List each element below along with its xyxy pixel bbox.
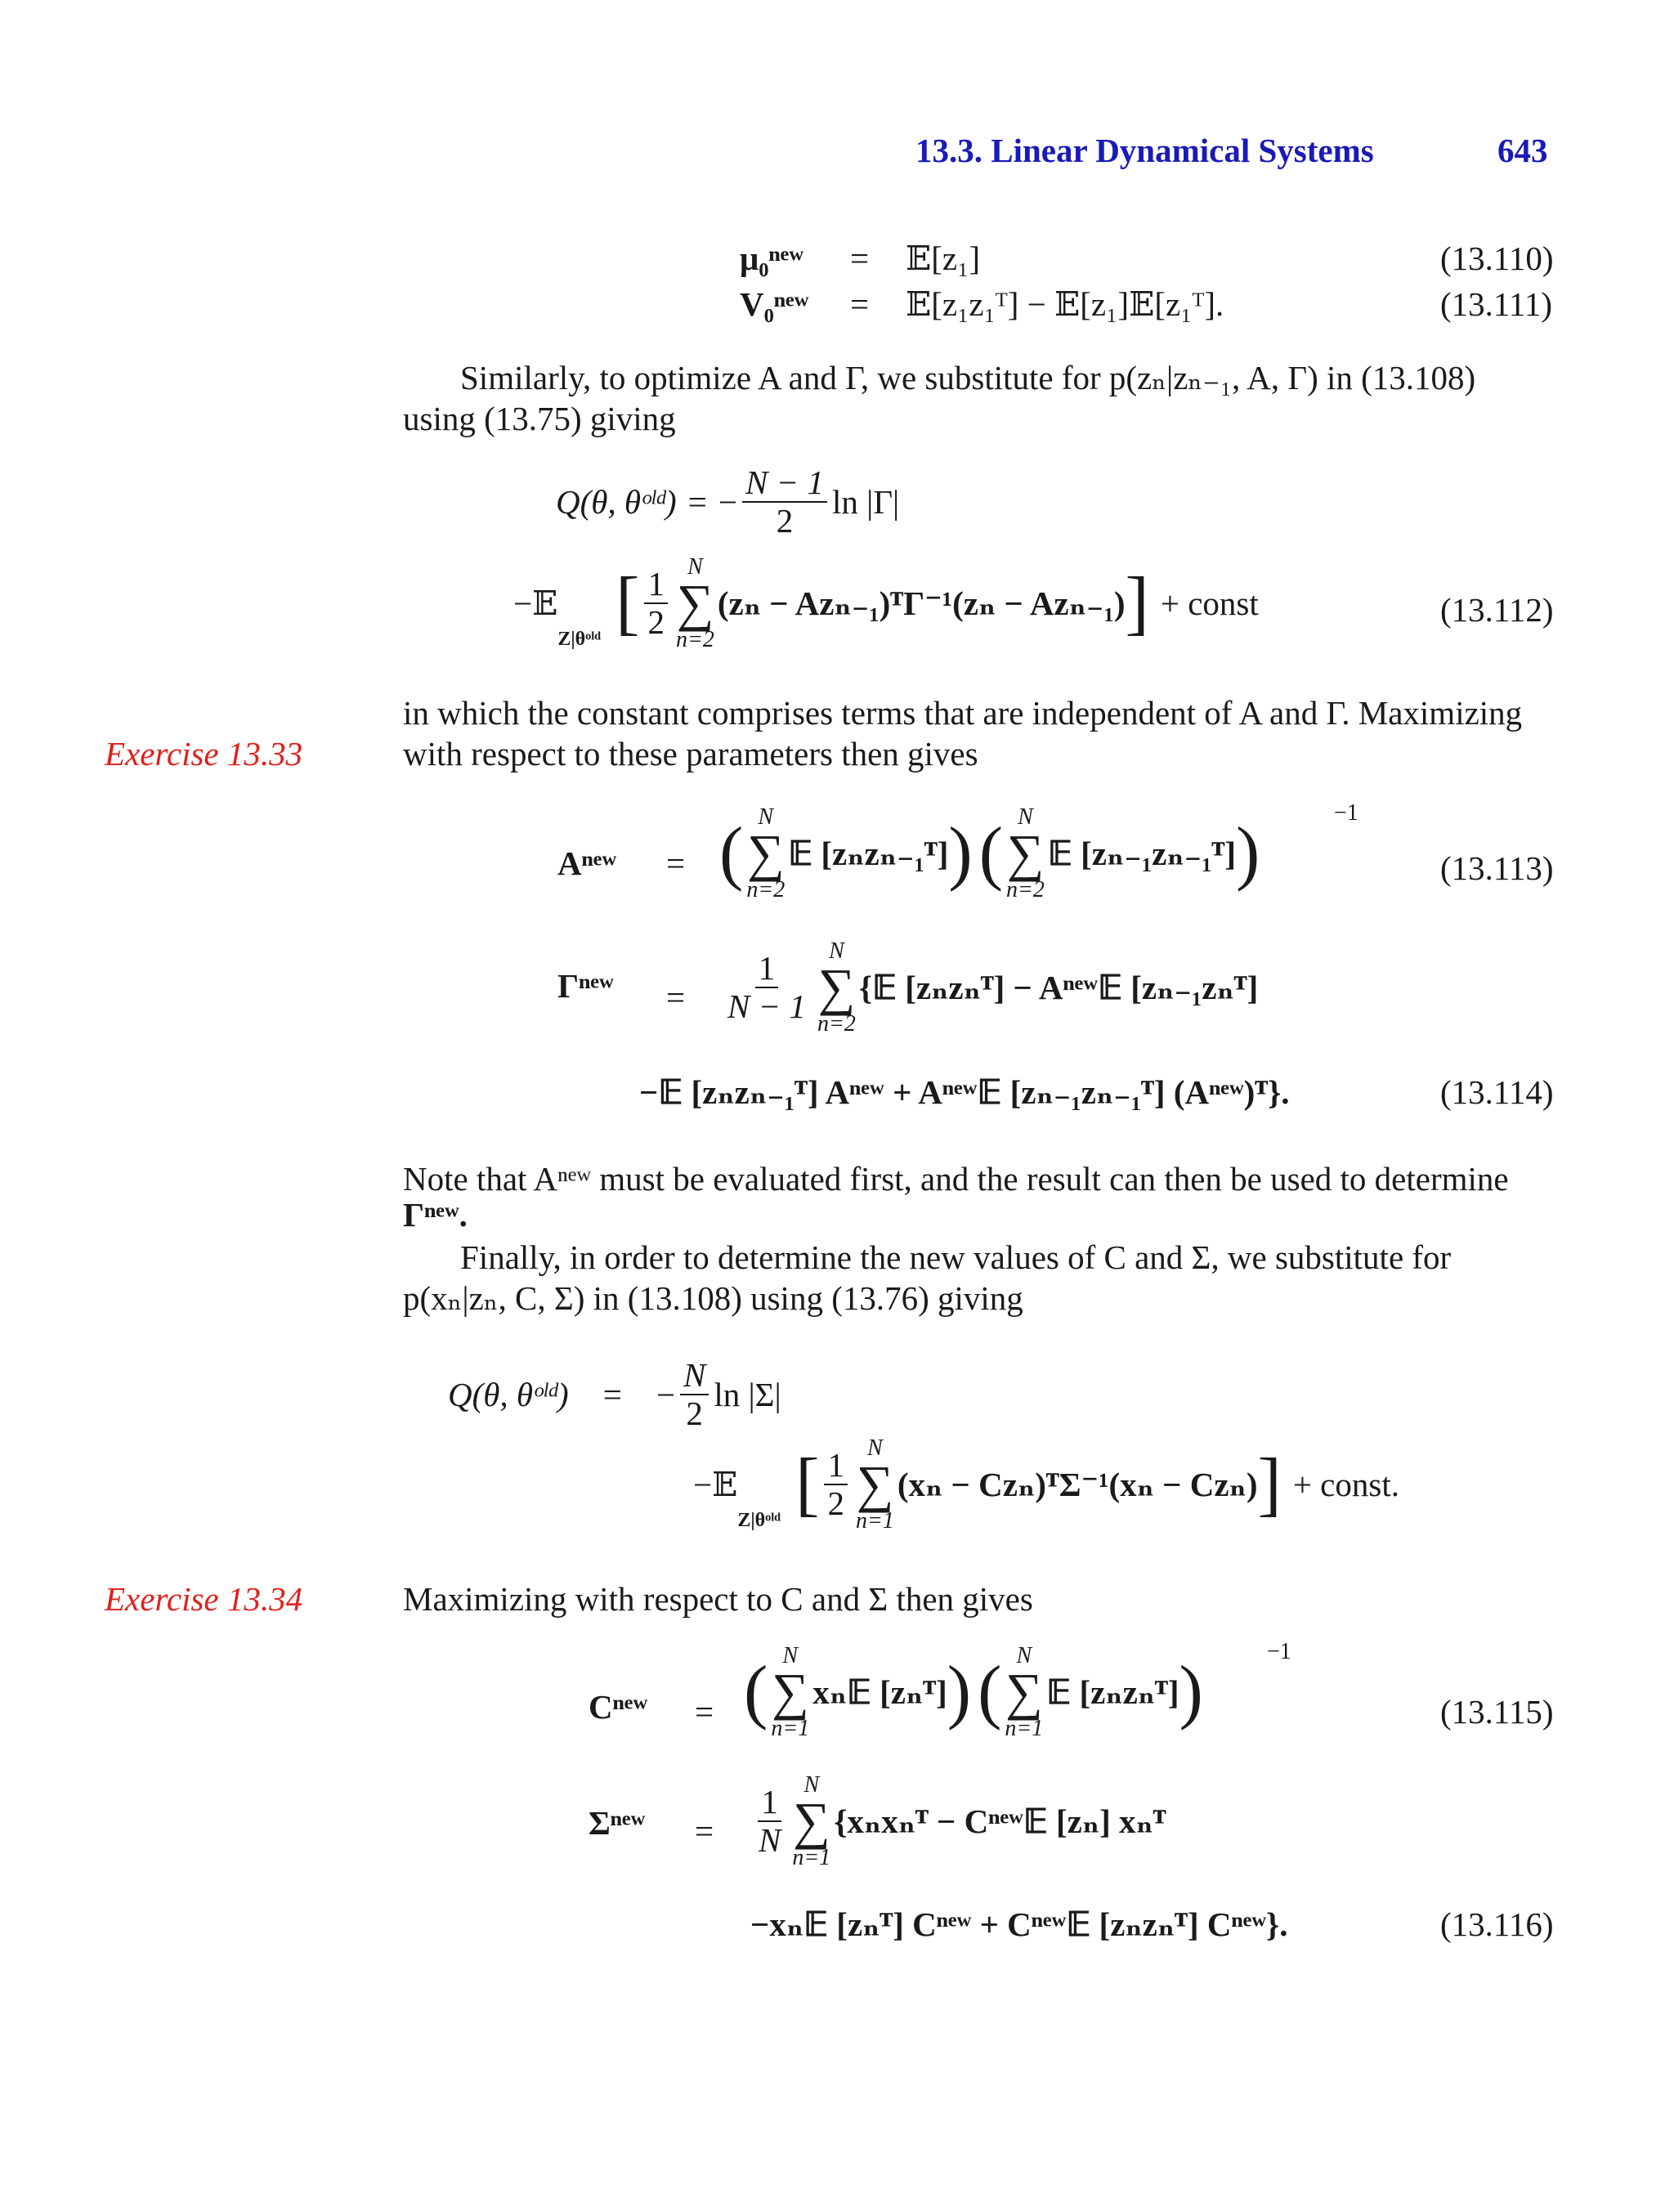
paragraph-4-line-1: Finally, in order to determine the new values of C and Σ, we substitute for — [460, 1238, 1452, 1276]
eq113-lhs: Aⁿᵉʷ — [557, 844, 617, 882]
eq114-line-1-body: {𝔼 [zₙzₙᵀ] − Aⁿᵉʷ𝔼 [zₙ₋₁zₙᵀ] — [858, 968, 1259, 1006]
eq113-number: (13.113) — [1440, 849, 1554, 887]
frac-numerator: 1 — [824, 1447, 848, 1485]
sum-lower: n=1 — [1005, 1715, 1044, 1741]
summation — [676, 556, 714, 652]
sum-lower: n=1 — [855, 1507, 894, 1534]
eq114-number: (13.114) — [1440, 1073, 1554, 1111]
frac-denominator: 2 — [827, 1484, 844, 1523]
frac-numerator: N − 1 — [742, 464, 827, 503]
right-paren: ) — [948, 813, 973, 893]
eq111-number: (13.111) — [1440, 285, 1553, 323]
sum-lower: n=2 — [817, 1010, 856, 1037]
sum-lower: n=1 — [771, 1715, 810, 1741]
paragraph-1-line-1: Similarly, to optimize A and Γ, we substitute for p(zₙ|zₙ₋₁, A, Γ) in (13.108) — [460, 359, 1476, 396]
eq115-term-2: 𝔼 [zₙzₙᵀ] — [1046, 1672, 1179, 1711]
right-paren: ) — [1179, 1652, 1203, 1732]
eq112-equals: = — [687, 482, 707, 521]
paragraph-3-line-1: Note that Aⁿᵉʷ must be evaluated first, and the result can then be used to determine — [403, 1160, 1509, 1198]
expectation-subscript: Z|θᵒˡᵈ — [737, 1510, 781, 1531]
summation — [856, 1437, 894, 1533]
frac-numerator: N — [680, 1357, 709, 1395]
summation — [792, 1774, 830, 1869]
ln-sigma: ln |Σ| — [714, 1375, 781, 1413]
eq113-equals: = — [666, 844, 686, 882]
paragraph-3-line-2: Γⁿᵉʷ. — [403, 1196, 468, 1234]
eq110-lhs: μ₀ⁿᵉʷ — [740, 240, 804, 277]
paragraph-2-line-2: with respect to these parameters then gives — [403, 735, 978, 772]
summation — [746, 806, 785, 902]
eq116-lhs: Σⁿᵉʷ — [589, 1804, 646, 1842]
sum-upper: N — [867, 1435, 883, 1461]
half-fraction — [644, 566, 668, 641]
section-title: 13.3. Linear Dynamical Systems — [915, 132, 1374, 169]
eq114-line-1 — [719, 940, 1258, 1036]
eq115-lhs: Cⁿᵉʷ — [589, 1688, 648, 1726]
left-bracket: [ — [795, 1444, 820, 1525]
sigma-symbol: ∑ — [1005, 1663, 1043, 1721]
q-lhs: Q(θ, θᵒˡᵈ) — [556, 482, 677, 521]
eq112-body: (zₙ − Azₙ₋₁)ᵀΓ⁻¹(zₙ − Azₙ₋₁) — [717, 584, 1126, 622]
expectation-subscript: Z|θᵒˡᵈ — [557, 629, 602, 650]
eq-q2-minus: − — [656, 1375, 675, 1413]
eq-q2-equals: = — [602, 1375, 622, 1413]
paragraph-4-line-2: p(xₙ|zₙ, C, Σ) in (13.108) using (13.76) giving — [403, 1279, 1023, 1317]
sum-upper: N — [687, 554, 703, 580]
sum-upper: N — [758, 804, 774, 830]
eq111-rhs: 𝔼[z₁z₁ᵀ] − 𝔼[z₁]𝔼[z₁ᵀ]. — [906, 285, 1224, 323]
paragraph-2-line-1: in which the constant comprises terms that are independent of A and Γ. Maximizing — [403, 694, 1523, 732]
eq-q2-const: + const. — [1292, 1465, 1399, 1503]
sigma-symbol: ∑ — [856, 1455, 894, 1513]
frac-denominator: 2 — [686, 1395, 703, 1433]
margin-exercise-13-33: Exercise 13.33 — [105, 735, 303, 772]
sum-upper: N — [1018, 804, 1033, 830]
eq112-const: + const — [1160, 584, 1259, 622]
eq-q2-line-2 — [693, 1437, 1399, 1533]
left-paren: ( — [978, 813, 1003, 893]
summation — [1005, 1645, 1043, 1740]
right-paren: ) — [947, 1652, 972, 1732]
sum-upper: N — [782, 1643, 799, 1668]
eq116-equals: = — [695, 1812, 714, 1850]
eq111-lhs: V₀ⁿᵉʷ — [740, 285, 809, 323]
eq-q2-fraction — [680, 1357, 709, 1432]
eq114-line-2: −𝔼 [zₙzₙ₋₁ᵀ] Aⁿᵉʷ + Aⁿᵉʷ𝔼 [zₙ₋₁zₙ₋₁ᵀ] (Aⁿᵉʷ)ᵀ}. — [639, 1073, 1290, 1111]
paragraph-5-line-1: Maximizing with respect to C and Σ then gives — [403, 1580, 1033, 1618]
sum-lower: n=2 — [746, 876, 786, 902]
eq116-fraction — [755, 1784, 784, 1859]
eq114-lhs: Γⁿᵉʷ — [557, 967, 614, 1005]
expectation: −𝔼 — [513, 584, 558, 622]
eq112-fraction — [742, 464, 827, 540]
sigma-symbol: ∑ — [746, 824, 785, 882]
eq110-rhs: 𝔼[z₁] — [906, 240, 981, 277]
eq112-minus: − — [718, 482, 737, 521]
eq114-equals: = — [666, 978, 686, 1016]
frac-denominator: 2 — [776, 502, 794, 540]
eq110-equals: = — [850, 240, 870, 277]
eq-q2-line-1 — [448, 1357, 781, 1432]
eq116-number: (13.116) — [1440, 1905, 1554, 1943]
paragraph-1-line-2: using (13.75) giving — [403, 400, 676, 437]
frac-numerator: 1 — [755, 950, 779, 988]
right-bracket: ] — [1125, 563, 1149, 643]
ln-gamma: ln |Γ| — [831, 482, 900, 521]
left-paren: ( — [719, 813, 744, 893]
eq112-number: (13.112) — [1440, 591, 1554, 629]
sum-lower: n=1 — [792, 1844, 831, 1870]
frac-numerator: 1 — [758, 1784, 781, 1822]
sum-lower: n=2 — [675, 626, 714, 652]
eq115-term-1: xₙ𝔼 [zₙᵀ] — [812, 1672, 947, 1711]
summation — [1006, 806, 1045, 902]
page-number: 643 — [1497, 132, 1548, 169]
summation — [771, 1645, 809, 1740]
sum-upper: N — [1016, 1643, 1032, 1668]
half-fraction — [824, 1447, 848, 1522]
inverse-exponent: −1 — [1334, 800, 1358, 826]
sum-upper: N — [803, 1772, 820, 1798]
eq113-rhs — [719, 806, 1260, 902]
eq111-equals: = — [850, 285, 870, 323]
left-paren: ( — [978, 1652, 1002, 1732]
sum-lower: n=2 — [1006, 876, 1045, 902]
eq-q2-body: (xₙ − Czₙ)ᵀΣ⁻¹(xₙ − Czₙ) — [897, 1465, 1258, 1503]
eq115-number: (13.115) — [1440, 1693, 1554, 1731]
eq112-line-1 — [556, 464, 899, 540]
sigma-symbol: ∑ — [817, 958, 856, 1016]
frac-denominator: N — [759, 1821, 781, 1860]
margin-exercise-13-34: Exercise 13.34 — [105, 1580, 303, 1618]
eq114-fraction — [724, 950, 809, 1025]
eq113-term-1: 𝔼 [zₙzₙ₋₁ᵀ] — [788, 834, 949, 872]
summation — [817, 940, 856, 1036]
eq110-number: (13.110) — [1440, 240, 1554, 277]
eq113-term-2: 𝔼 [zₙ₋₁zₙ₋₁ᵀ] — [1047, 834, 1236, 872]
inverse-exponent: −1 — [1267, 1639, 1291, 1664]
left-paren: ( — [744, 1652, 768, 1732]
left-bracket: [ — [615, 563, 640, 643]
sigma-symbol: ∑ — [676, 574, 714, 632]
frac-numerator: 1 — [644, 566, 668, 604]
right-paren: ) — [1236, 813, 1260, 893]
sigma-symbol: ∑ — [1006, 824, 1045, 882]
sum-upper: N — [829, 938, 844, 964]
q-lhs: Q(θ, θᵒˡᵈ) — [448, 1375, 569, 1413]
eq116-line-2: −xₙ𝔼 [zₙᵀ] Cⁿᵉʷ + Cⁿᵉʷ𝔼 [zₙzₙᵀ] Cⁿᵉʷ}. — [750, 1905, 1288, 1943]
sigma-symbol: ∑ — [793, 1792, 830, 1850]
eq116-line-1 — [750, 1774, 1166, 1869]
expectation: −𝔼 — [693, 1465, 738, 1503]
frac-denominator: N − 1 — [727, 987, 807, 1026]
right-bracket: ] — [1257, 1444, 1282, 1525]
eq115-rhs — [744, 1645, 1203, 1740]
eq112-line-2 — [513, 556, 1259, 652]
eq115-equals: = — [695, 1693, 714, 1731]
sigma-symbol: ∑ — [771, 1663, 809, 1721]
frac-denominator: 2 — [647, 603, 665, 642]
eq116-line-1-body: {xₙxₙᵀ − Cⁿᵉʷ𝔼 [zₙ] xₙᵀ — [834, 1802, 1166, 1840]
